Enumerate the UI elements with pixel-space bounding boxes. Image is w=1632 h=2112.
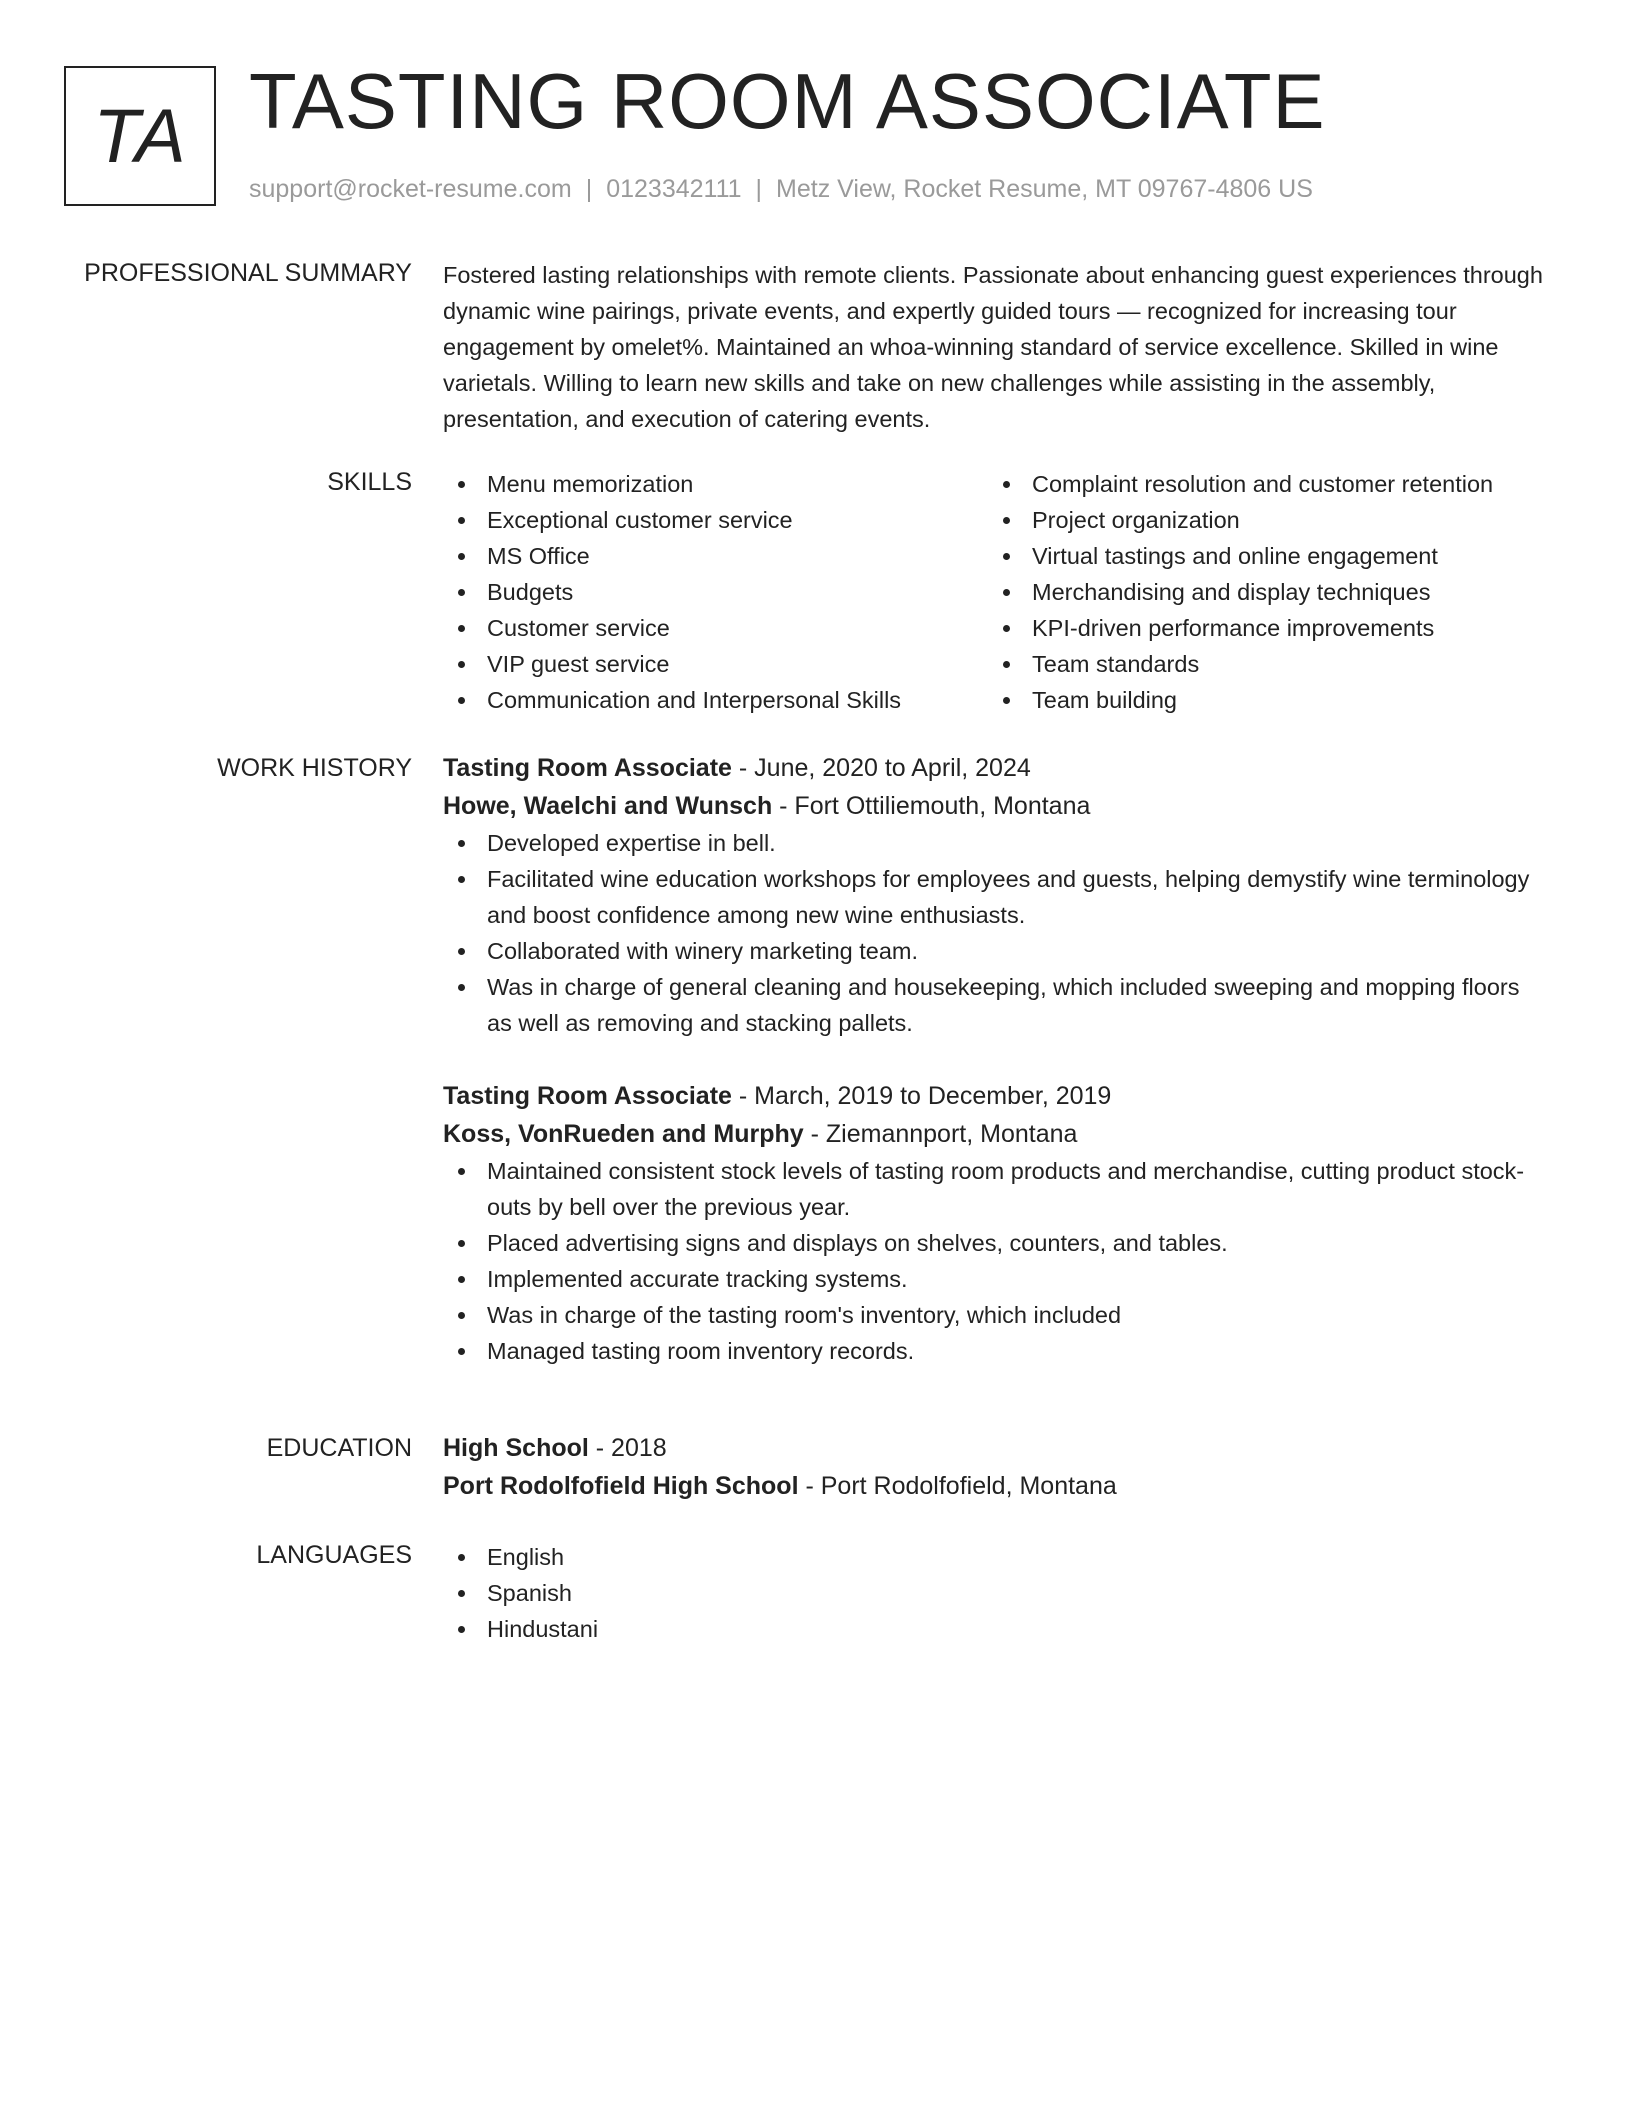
job-duty: Implemented accurate tracking systems. (443, 1261, 1545, 1297)
skill-item: Menu memorization (443, 466, 988, 502)
degree-line (443, 1429, 1545, 1467)
contact-separator: | (755, 175, 763, 203)
skills-body (443, 466, 1545, 718)
skill-item: Budgets (443, 574, 988, 610)
skill-item: Team standards (988, 646, 1545, 682)
skill-item: KPI-driven performance improvements (988, 610, 1545, 646)
section-heading-education: EDUCATION (266, 1434, 412, 1462)
languages-list (443, 1539, 1545, 1647)
contact-email: support@rocket-resume.com (249, 175, 572, 203)
skill-item: Project organization (988, 502, 1545, 538)
skill-item: VIP guest service (443, 646, 988, 682)
job-duty: Was in charge of general cleaning and housekeeping, which included sweeping and mopping floors as well as removing and stacking pallets. (443, 969, 1545, 1041)
job-duties-list (443, 1153, 1545, 1369)
section-heading-languages: LANGUAGES (256, 1541, 412, 1569)
section-heading-summary: PROFESSIONAL SUMMARY (84, 259, 412, 287)
employer-line (443, 787, 1545, 825)
job-duty: Maintained consistent stock levels of tasting room products and merchandise, cutting product stock-outs by bell over the previous year. (443, 1153, 1545, 1225)
employer-line (443, 1115, 1545, 1153)
job-title-line (443, 749, 1545, 787)
section-heading-work-history: WORK HISTORY (217, 754, 412, 782)
job-duty: Collaborated with winery marketing team. (443, 933, 1545, 969)
work-history-body (443, 749, 1545, 1369)
job-duty: Managed tasting room inventory records. (443, 1333, 1545, 1369)
employer-name: Koss, VonRueden and Murphy (443, 1120, 804, 1148)
skill-item: Communication and Interpersonal Skills (443, 682, 988, 718)
contact-phone: 0123342111 (606, 175, 742, 203)
school-name: Port Rodolfofield High School (443, 1472, 799, 1500)
job-duty: Placed advertising signs and displays on shelves, counters, and tables. (443, 1225, 1545, 1261)
job-entry (443, 749, 1545, 1041)
job-duties-list (443, 825, 1545, 1041)
skills-list-col1 (443, 466, 988, 718)
job-duty: Facilitated wine education workshops for employees and guests, helping demystify wine terminology and boost confidence among new wine enthusiasts. (443, 861, 1545, 933)
job-duty: Developed expertise in bell. (443, 825, 1545, 861)
job-entry (443, 1077, 1545, 1369)
skill-item: Virtual tastings and online engagement (988, 538, 1545, 574)
contact-line (249, 174, 1313, 204)
school-location: - Port Rodolfofield, Montana (798, 1472, 1117, 1500)
skill-item: Exceptional customer service (443, 502, 988, 538)
skill-item: Complaint resolution and customer retention (988, 466, 1545, 502)
language-item: English (443, 1539, 1545, 1575)
skills-list-col2 (988, 466, 1545, 718)
contact-address: Metz View, Rocket Resume, MT 09767-4806 US (776, 175, 1313, 203)
section-heading-skills: SKILLS (327, 468, 412, 496)
contact-separator: | (585, 175, 593, 203)
languages-body (443, 1539, 1545, 1647)
job-duty: Was in charge of the tasting room's inventory, which included (443, 1297, 1545, 1333)
job-title: Tasting Room Associate (443, 1082, 732, 1110)
summary-body (443, 257, 1545, 437)
skill-item: Merchandising and display techniques (988, 574, 1545, 610)
job-dates: - March, 2019 to December, 2019 (731, 1082, 1112, 1110)
monogram-initials: TA (93, 93, 187, 179)
summary-text: Fostered lasting relationships with remote clients. Passionate about enhancing guest experiences through dynamic wine pairings, private events, and expertly guided tours — recognized for increasing tour engagement by omelet%. Maintained an whoa-winning standard of service excellence. Skilled in wine varietals. Willing to learn new skills and take on new challenges while assisting in the assembly, presentation, and execution of catering events. (443, 262, 1543, 432)
employer-location: - Fort Ottiliemouth, Montana (772, 792, 1091, 820)
employer-location: - Ziemannport, Montana (803, 1120, 1078, 1148)
skill-item: MS Office (443, 538, 988, 574)
degree-year: - 2018 (588, 1434, 667, 1462)
resume-title: TASTING ROOM ASSOCIATE (249, 57, 1326, 145)
job-title-line (443, 1077, 1545, 1115)
language-item: Spanish (443, 1575, 1545, 1611)
school-line (443, 1467, 1545, 1505)
employer-name: Howe, Waelchi and Wunsch (443, 792, 773, 820)
skill-item: Team building (988, 682, 1545, 718)
degree-name: High School (443, 1434, 589, 1462)
job-dates: - June, 2020 to April, 2024 (731, 754, 1031, 782)
education-body (443, 1429, 1545, 1505)
job-title: Tasting Room Associate (443, 754, 732, 782)
monogram-box (64, 66, 216, 206)
skill-item: Customer service (443, 610, 988, 646)
language-item: Hindustani (443, 1611, 1545, 1647)
